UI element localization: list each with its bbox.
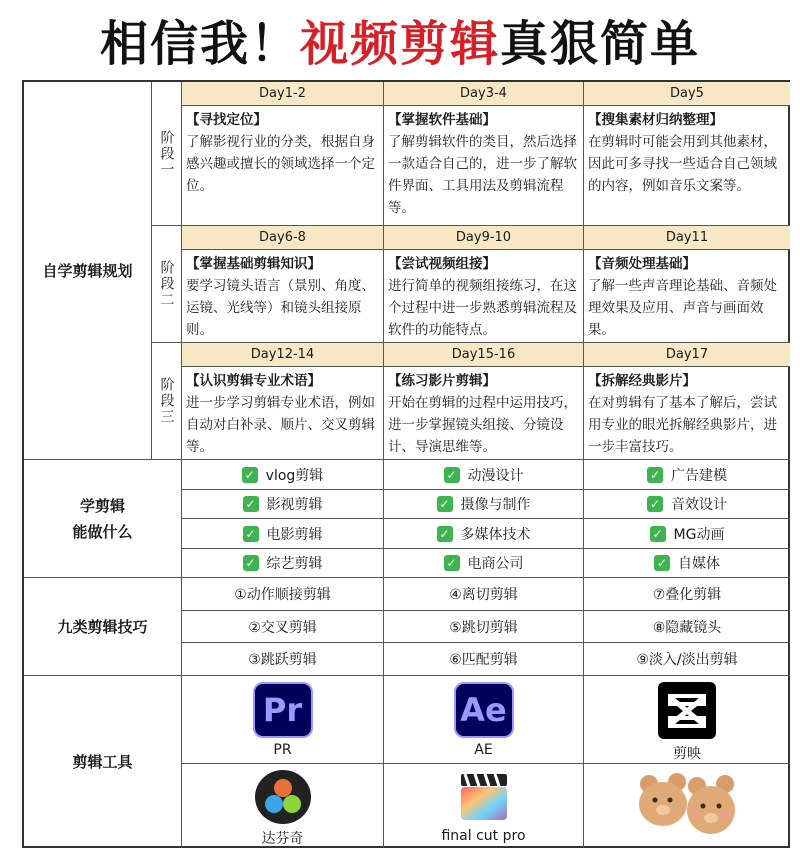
plan-item-body: 进行简单的视频组接练习，在这个过程中进一步熟悉剪辑流程及软件的功能特点。 [388,278,577,338]
plan-item-body: 了解影视行业的分类，根据自身感兴趣或擅长的领域选择一个定位。 [186,134,375,194]
page-title [0,0,800,78]
title-part1: 相信我！ [99,15,300,72]
day-label: Day17 [584,343,790,367]
check-icon: ✓ [437,526,453,542]
plan-item [182,367,384,460]
decorative-bears [584,764,790,848]
career-item: ✓ 综艺剪辑 [182,549,384,578]
plan-item-body: 进一步学习剪辑专业术语，例如自动对白补录、顺片、交叉剪辑等。 [186,395,375,455]
premiere-pro-icon: Pr [253,682,313,738]
career-item: ✓ 动漫设计 [384,460,584,490]
technique-item: ④离切剪辑 [384,578,584,611]
plan-item [182,250,384,343]
tool-pr [182,676,384,764]
career-item: ✓ vlog剪辑 [182,460,384,490]
careers-label-line1: 学剪辑 [79,496,125,515]
plan-item-body: 开始在剪辑的过程中运用技巧，进一步掌握镜头组接、分镜设计、导演思维等。 [388,395,577,455]
technique-item: ⑥匹配剪辑 [384,643,584,676]
check-icon: ✓ [243,496,259,512]
check-icon: ✓ [650,526,666,542]
techniques-label: 九类剪辑技巧 [24,578,182,676]
davinci-resolve-icon [255,770,311,824]
plan-item-body: 了解一些声音理论基础、音频处理效果及应用、声音与画面效果。 [588,278,777,338]
bear-sticker-icon [637,770,737,848]
check-icon: ✓ [242,467,258,483]
tool-capcut [584,676,790,764]
stage-3-label: 阶段三 [152,343,182,460]
career-item: ✓ MG动画 [584,519,790,549]
stage-2-label: 阶段二 [152,226,182,343]
plan-item-body: 在剪辑时可能会用到其他素材，因此可多寻找一些适合自己领域的内容，例如音乐文案等。 [588,134,777,194]
tool-ae [384,676,584,764]
tool-label: 达芬奇 [261,831,304,847]
plan-item-title: 【掌握基础剪辑知识】 [186,256,321,272]
career-item: ✓ 摄像与制作 [384,490,584,519]
check-icon: ✓ [437,496,453,512]
stage-1-label: 阶段一 [152,82,182,226]
technique-item: ⑨淡入/淡出剪辑 [584,643,790,676]
plan-item-title: 【搜集素材归纳整理】 [588,112,723,128]
day-label: Day11 [584,226,790,250]
day-label: Day6-8 [182,226,384,250]
day-label: Day15-16 [384,343,584,367]
plan-item [584,367,790,460]
check-icon: ✓ [647,467,663,483]
tool-fcp [384,764,584,848]
title-part2: 视频剪辑 [299,15,500,72]
day-label: Day3-4 [384,82,584,106]
plan-item-title: 【掌握软件基础】 [388,112,496,128]
day-label: Day1-2 [182,82,384,106]
technique-item: ⑤跳切剪辑 [384,611,584,643]
career-item: ✓ 电商公司 [384,549,584,578]
technique-item: ③跳跃剪辑 [182,643,384,676]
career-item: ✓ 多媒体技术 [384,519,584,549]
plan-item-title: 【拆解经典影片】 [588,373,696,389]
plan-item-body: 在对剪辑有了基本了解后，尝试用专业的眼光拆解经典影片，进一步丰富技巧。 [588,395,777,455]
tool-label: AE [474,742,493,758]
plan-item-title: 【尝试视频组接】 [388,256,496,272]
plan-item-body: 要学习镜头语言（景别、角度、运镜、光线等）和镜头组接原则。 [186,278,375,338]
final-cut-pro-icon [457,770,511,824]
careers-label [24,460,182,578]
plan-item [384,367,584,460]
plan-item [384,250,584,343]
tool-label: final cut pro [441,828,526,844]
tool-label: 剪映 [673,746,701,762]
check-icon: ✓ [654,555,670,571]
career-item: ✓ 电影剪辑 [182,519,384,549]
day-label: Day12-14 [182,343,384,367]
check-icon: ✓ [243,555,259,571]
technique-item: ⑦叠化剪辑 [584,578,790,611]
tool-label: PR [273,742,292,758]
after-effects-icon: Ae [454,682,514,738]
tool-davinci [182,764,384,848]
check-icon: ✓ [647,496,663,512]
check-icon: ✓ [444,467,460,483]
technique-item: ⑧隐藏镜头 [584,611,790,643]
careers-label-line2: 能做什么 [72,522,133,541]
check-icon: ✓ [243,526,259,542]
plan-item [584,106,790,226]
title-part3: 真狠简单 [500,15,701,72]
capcut-icon [658,682,716,739]
day-label: Day5 [584,82,790,106]
study-table [22,80,790,848]
technique-item: ②交叉剪辑 [182,611,384,643]
plan-item-body: 了解剪辑软件的类目，然后选择一款适合自己的，进一步了解软件界面、工具用法及剪辑流程等。 [388,134,577,216]
day-label: Day9-10 [384,226,584,250]
plan-item-title: 【音频处理基础】 [588,256,696,272]
career-item: ✓ 自媒体 [584,549,790,578]
career-item: ✓ 音效设计 [584,490,790,519]
plan-item [182,106,384,226]
plan-item [584,250,790,343]
technique-item: ①动作顺接剪辑 [182,578,384,611]
career-item: ✓ 影视剪辑 [182,490,384,519]
plan-item [384,106,584,226]
plan-item-title: 【寻找定位】 [186,112,267,128]
career-item: ✓ 广告建模 [584,460,790,490]
plan-item-title: 【练习影片剪辑】 [388,373,496,389]
tools-label: 剪辑工具 [24,676,182,848]
plan-item-title: 【认识剪辑专业术语】 [186,373,321,389]
check-icon: ✓ [444,555,460,571]
plan-label: 自学剪辑规划 [24,82,152,460]
